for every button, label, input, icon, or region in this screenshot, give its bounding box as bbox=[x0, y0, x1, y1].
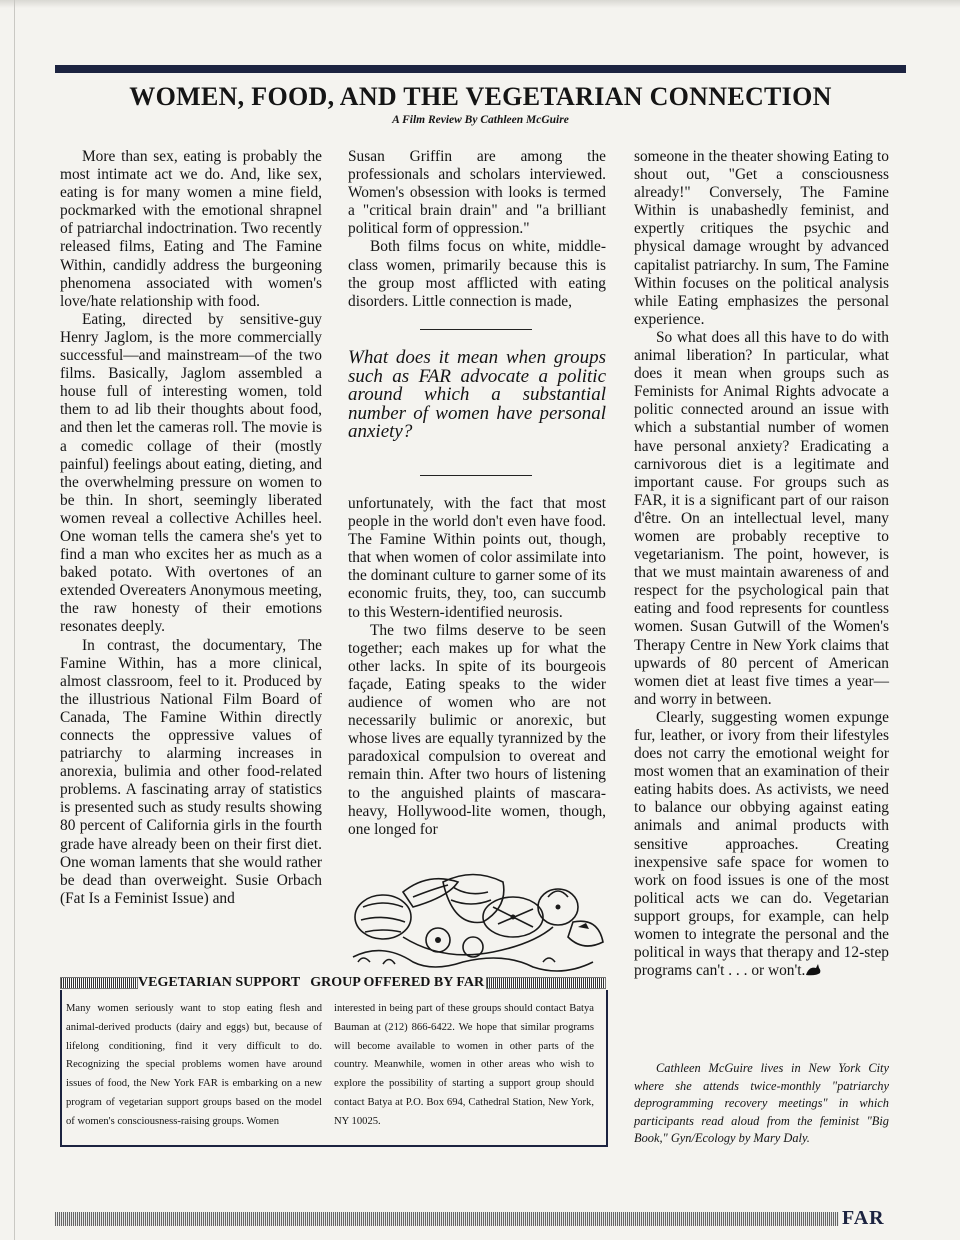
paragraph: unfortunately, with the fact that most people in the world don't even have food. The Famine Within points out, though, that when women of color assimilate into the dominant culture to garner some of its economic fruits, they, too, can succumb to this Western-identified neurosis. bbox=[348, 495, 606, 621]
column-2-bottom bbox=[348, 495, 606, 839]
article-title: WOMEN, FOOD, AND THE VEGETARIAN CONNECTION bbox=[129, 82, 832, 111]
footer-band bbox=[55, 1212, 839, 1226]
paragraph: Eating, directed by sensitive-guy Henry Jaglom, is the more commercially successful—and mainstream—of the two films. Basically, Jaglom assembled a house full of interesting women, told them to ad lib their thoughts about food, and then let the cameras roll. The movie is a comedic collage of their (mostly painful) feelings about eating, dieting, and the overwhelming pressure on women to be thin. In short, seemingly liberated women reveal a collective Achilles heel. One woman tells the camera she's yet to find a man who excites her as much as a baked potato. With overtones of an extended Overeaters Anonymous meeting, the raw honesty of their emotions resonates deeply. bbox=[60, 310, 322, 636]
far-logo: FAR bbox=[842, 1207, 885, 1229]
column-3 bbox=[634, 148, 889, 980]
column-1 bbox=[60, 148, 322, 908]
paragraph: someone in the theater showing Eating to shout out, "Get a consciousness already!" Conversely, The Famine Within is unabashedly feminist, and expertly critiques the psychic and physical damage wrought by advanced capitalist patriarchy. In sum, The Famine Within focuses on the political analysis while Eating emphasizes the personal experience. bbox=[634, 148, 889, 328]
cat-icon bbox=[805, 963, 821, 977]
sidebar-hatch-right bbox=[486, 977, 606, 989]
paragraph bbox=[634, 709, 889, 980]
pullquote-rule-bottom bbox=[420, 475, 532, 476]
paragraph: Both films focus on white, middle-class women, primarily because this is the group most afflicted with eating disorders. Little connection is made, bbox=[348, 238, 606, 310]
pullquote-rule-top bbox=[420, 329, 532, 330]
top-rule bbox=[55, 65, 906, 73]
sidebar-title-right: GROUP OFFERED BY FAR bbox=[310, 975, 485, 990]
sidebar-text-col-2: interested in being part of these groups should contact Batya Bauman at (212) 866-6422. We hope that similar programs will become available to women in other parts of the country. Meanwhile, women in other areas who wish to explore the possibility of starting a support group should contact Batya at P.O. Box 694, Cathedral Station, New York, NY 10025. bbox=[334, 1003, 594, 1127]
vegetables-illustration bbox=[343, 862, 611, 972]
pullquote: What does it mean when groups such as FAR advocate a politic around which a substantial number of women have personal anxiety? bbox=[348, 347, 606, 442]
page-left-edge bbox=[14, 0, 15, 1240]
sidebar-title-left: VEGETARIAN SUPPORT bbox=[138, 975, 301, 990]
paragraph: Susan Griffin are among the professionals and scholars interviewed. Women's obsession with looks is termed a "critical brain drain" and "a brilliant political form of oppression." bbox=[348, 148, 606, 238]
author-bio: Cathleen McGuire lives in New York City where she attends twice-monthly "patriarchy deprogramming recovery meetings" in which participants read aloud from the feminist "Big Book," Gyn/Ecology by Mary Daly. bbox=[634, 1061, 889, 1146]
column-2-top bbox=[348, 148, 606, 311]
page-top-edge bbox=[0, 0, 960, 8]
author-note bbox=[634, 1060, 889, 1148]
paragraph: The two films deserve to be seen together; each makes up for what the other lacks. In spite of its bourgeois façade, Eating speaks to the wider audience of women who are not necessarily bulimic or anorexic, but whose lives are equally tyrannized by the paradoxical compulsion to overeat and remain thin. After two hours of listening to the anguished plaints of mascara-heavy, Hollywood-lite women, though, one longed for bbox=[348, 621, 606, 838]
sidebar-text-col-1: Many women seriously want to stop eating flesh and animal-derived products (dairy and eggs) but, because of lifelong conditioning, find it very difficult to do. Recognizing the special problems women have around issues of food, the New York FAR is embarking on a new program of vegetarian support groups based on the model of women's consciousness-raising groups. Women bbox=[66, 1003, 322, 1127]
paragraph: So what does all this have to do with animal liberation? In particular, what does it mean when groups such as Feminists for Animal Rights advocate a politic connected around an issue with which a substantial number of women have personal anxiety? Eradicating a carnivorous diet is a legitimate and important cause. For groups such as FAR, it is a significant part of our raison d'être. On an intellectual level, many women are probably receptive to vegetarianism. The point, however, is that we must maintain awareness of and respect for the psychological pain that eating and food represents for countless women. Susan Gutwill of the Women's Therapy Centre in New York claims that upwards of 80 percent of American women diet at least five times a year—and worry in between. bbox=[634, 328, 889, 708]
paragraph: More than sex, eating is probably the most intimate act we do. And, like sex, eating is for many women a mine field, pockmarked with the emotional shrapnel of patriarchal indoctrination. Two recently released films, Eating and The Famine Within, candidly address the burgeoning phenomena associated with women's love/hate relationship with food. bbox=[60, 148, 322, 310]
paragraph: In contrast, the documentary, The Famine Within, has a more clinical, almost classroom, feel to it. Produced by the illustrious National Film Board of Canada, The Famine Within directly connects the oppressive values of patriarchy to alarming increases in anorexia, bulimia and other food-related problems. A fascinating array of statistics is presented such as study results showing 80 percent of California girls in the fourth grade have already been on their first diet. One woman laments that she would rather be dead than overweight. Susie Orbach (Fat Is a Feminist Issue) and bbox=[60, 636, 322, 907]
sidebar-hatch-left bbox=[60, 977, 138, 989]
article-byline: A Film Review By Cathleen McGuire bbox=[392, 114, 569, 126]
paragraph-text: Clearly, suggesting women expunge fur, leather, or ivory from their lifestyles does not carry the emotional weight for most women that an examination of their eating habits does. As activists, we need to balance our obbying against eating animals and animal products with sensitive approaches. Creating inexpensive safe space for women to work on food issues is one of the most political acts we can do. Vegetarian support groups, for example, can help women to integrate the personal and the political in ways that therapy and 12-step programs can't . . . or won't. bbox=[634, 708, 889, 980]
